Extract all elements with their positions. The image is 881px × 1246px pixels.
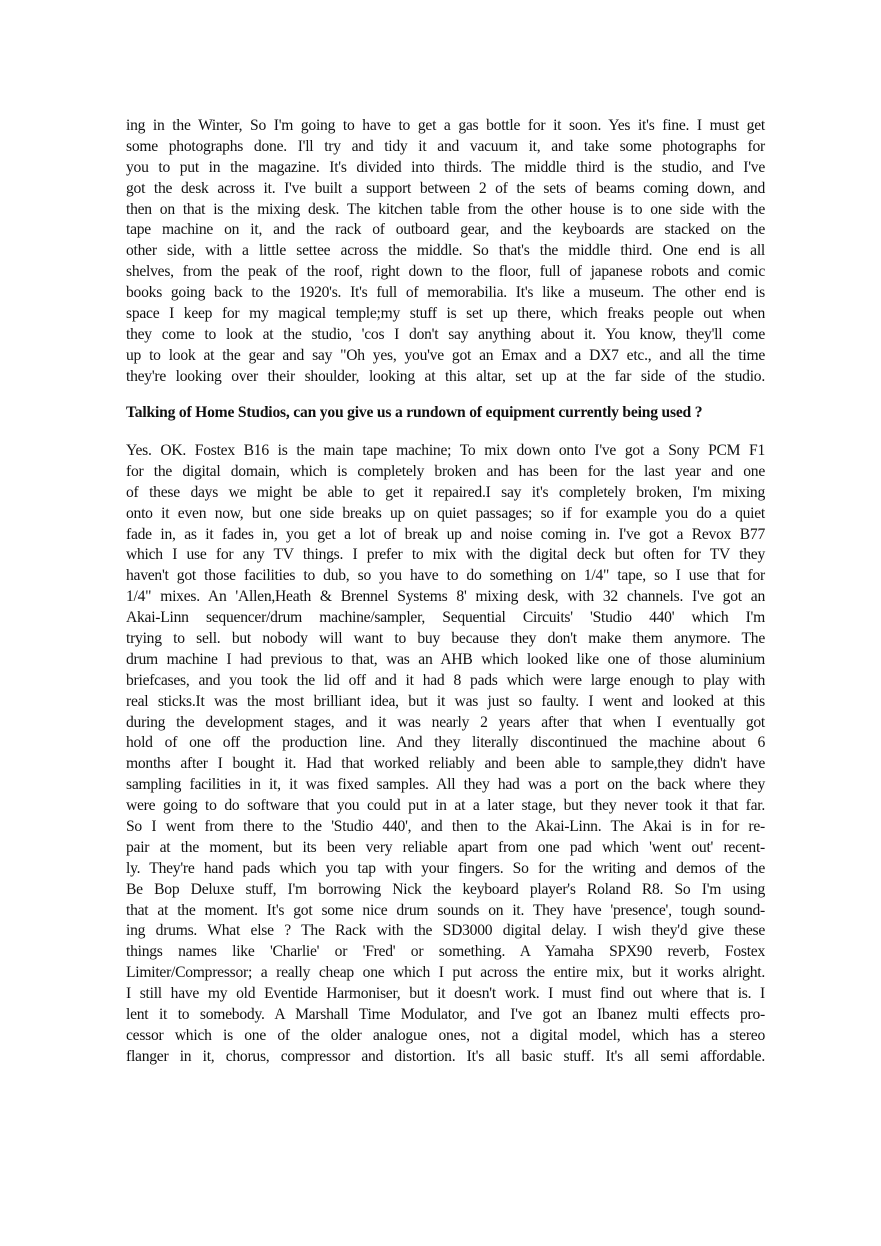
- text-line: during the development stages, and it was nearly 2 years after that when I eventually got: [126, 713, 765, 731]
- text-line: they're looking over their shoulder, looking at this altar, set up at the far side of the studio.: [126, 367, 765, 385]
- text-line: real sticks.It was the most brilliant idea, but it was just so faulty. I went and looked at this: [126, 692, 765, 710]
- text-line: they come to look at the studio, 'cos I don't say anything about it. You know, they'll come: [126, 325, 765, 343]
- text-line: books going back to the 1920's. It's full of memorabilia. It's like a museum. The other end is: [126, 284, 765, 302]
- text-line: tape machine on it, and the rack of outboard gear, and the keyboards are stacked on the: [126, 221, 765, 239]
- text-line: months after I bought it. Had that worked reliably and been able to sample,they didn't have: [126, 755, 765, 773]
- text-line: which I use for any TV things. I prefer to mix with the digital deck but often for TV they: [126, 546, 765, 564]
- text-line: ing in the Winter, So I'm going to have to get a gas bottle for it soon. Yes it's fine. I must get: [126, 117, 765, 134]
- paragraph-equipment-rundown: [126, 441, 765, 1068]
- text-line: some photographs done. I'll try and tidy it and vacuum it, and take some photographs for: [126, 137, 765, 155]
- text-line: drum machine I had previous to that, was an AHB which looked like one of those aluminium: [126, 650, 765, 668]
- text-line: space I keep for my magical temple;my stuff is set up there, which freaks people out when: [126, 305, 765, 323]
- text-line: Be Bop Deluxe stuff, I'm borrowing Nick the keyboard player's Roland R8. So I'm using: [126, 880, 765, 898]
- text-line: ing drums. What else ? The Rack with the SD3000 digital delay. I wish they'd give these: [126, 922, 765, 940]
- text-line: flanger in it, chorus, compressor and distortion. It's all basic stuff. It's all semi affordable.: [126, 1047, 765, 1065]
- text-line: ly. They're hand pads which you tap with your fingers. So for the writing and demos of the: [126, 859, 765, 877]
- text-line: fade in, as it fades in, you get a lot of break up and noise coming in. I've got a Revox B77: [126, 525, 765, 543]
- text-line: you to put in the magazine. It's divided into thirds. The middle third is the studio, and I've: [126, 158, 765, 176]
- text-line: Akai-Linn sequencer/drum machine/sampler, Sequential Circuits' 'Studio 440' which I'm: [126, 609, 765, 627]
- text-line: lent it to somebody. A Marshall Time Modulator, and I've got an Ibanez multi effects pro-: [126, 1006, 765, 1024]
- text-line: So I went from there to the 'Studio 440', and then to the Akai-Linn. The Akai is in for re-: [126, 818, 765, 836]
- text-line: Yes. OK. Fostex B16 is the main tape machine; To mix down onto I've got a Sony PCM F1: [126, 442, 765, 459]
- text-line: onto it even now, but one side breaks up on quiet passages; so if for example you do a quiet: [126, 504, 765, 522]
- text-line: hold of one off the production line. And they literally discontinued the machine about 6: [126, 734, 765, 752]
- text-line: trying to sell. but nobody will want to buy because they don't make them anymore. The: [126, 630, 765, 648]
- text-line: that at the moment. It's got some nice drum sounds on it. They have 'presence', tough sound-: [126, 901, 765, 919]
- text-line: cessor which is one of the older analogue ones, not a digital model, which has a stereo: [126, 1026, 765, 1044]
- text-line: then on that is the mixing desk. The kitchen table from the other house is to one side with the: [126, 200, 765, 218]
- text-line: shelves, from the peak of the roof, right down to the floor, full of japanese robots and comic: [126, 263, 765, 281]
- text-line: things names like 'Charlie' or 'Fred' or something. A Yamaha SPX90 reverb, Fostex: [126, 943, 765, 961]
- text-line: I still have my old Eventide Harmoniser, but it doesn't work. I must find out where that is. I: [126, 985, 765, 1003]
- text-line: of these days we might be able to get it repaired.I say it's completely broken, I'm mixing: [126, 483, 765, 501]
- text-line: pair at the moment, but its been very reliable apart from one pad which 'went out' recent-: [126, 838, 765, 856]
- text-line: Limiter/Compressor; a really cheap one which I put across the entire mix, but it works alright.: [126, 964, 765, 982]
- text-line: were going to do software that you could put in at a later stage, but they never took it that far.: [126, 797, 765, 815]
- text-line: sampling facilities in it, it was fixed samples. All they had was a port on the back where they: [126, 776, 765, 794]
- interview-question-heading: Talking of Home Studios, can you give us a rundown of equipment currently being used ?: [126, 404, 703, 421]
- text-line: got the desk across it. I've built a support between 2 of the sets of beams coming down, and: [126, 179, 765, 197]
- text-line: up to look at the gear and say "Oh yes, you've got an Emax and a DX7 etc., and all the time: [126, 346, 765, 364]
- text-line: haven't got those facilities to dub, so you have to do something on 1/4" tape, so I use that for: [126, 567, 765, 585]
- paragraph-home-studio-description: [126, 116, 765, 388]
- text-line: other side, with a little settee across the middle. So that's the middle third. One end is all: [126, 242, 765, 260]
- text-line: for the digital domain, which is completely broken and has been for the last year and one: [126, 462, 765, 480]
- text-line: briefcases, and you took the lid off and it had 8 pads which were large enough to play with: [126, 671, 765, 689]
- text-line: 1/4" mixes. An 'Allen,Heath & Brennel Systems 8' mixing desk, with 32 channels. I've got an: [126, 588, 765, 606]
